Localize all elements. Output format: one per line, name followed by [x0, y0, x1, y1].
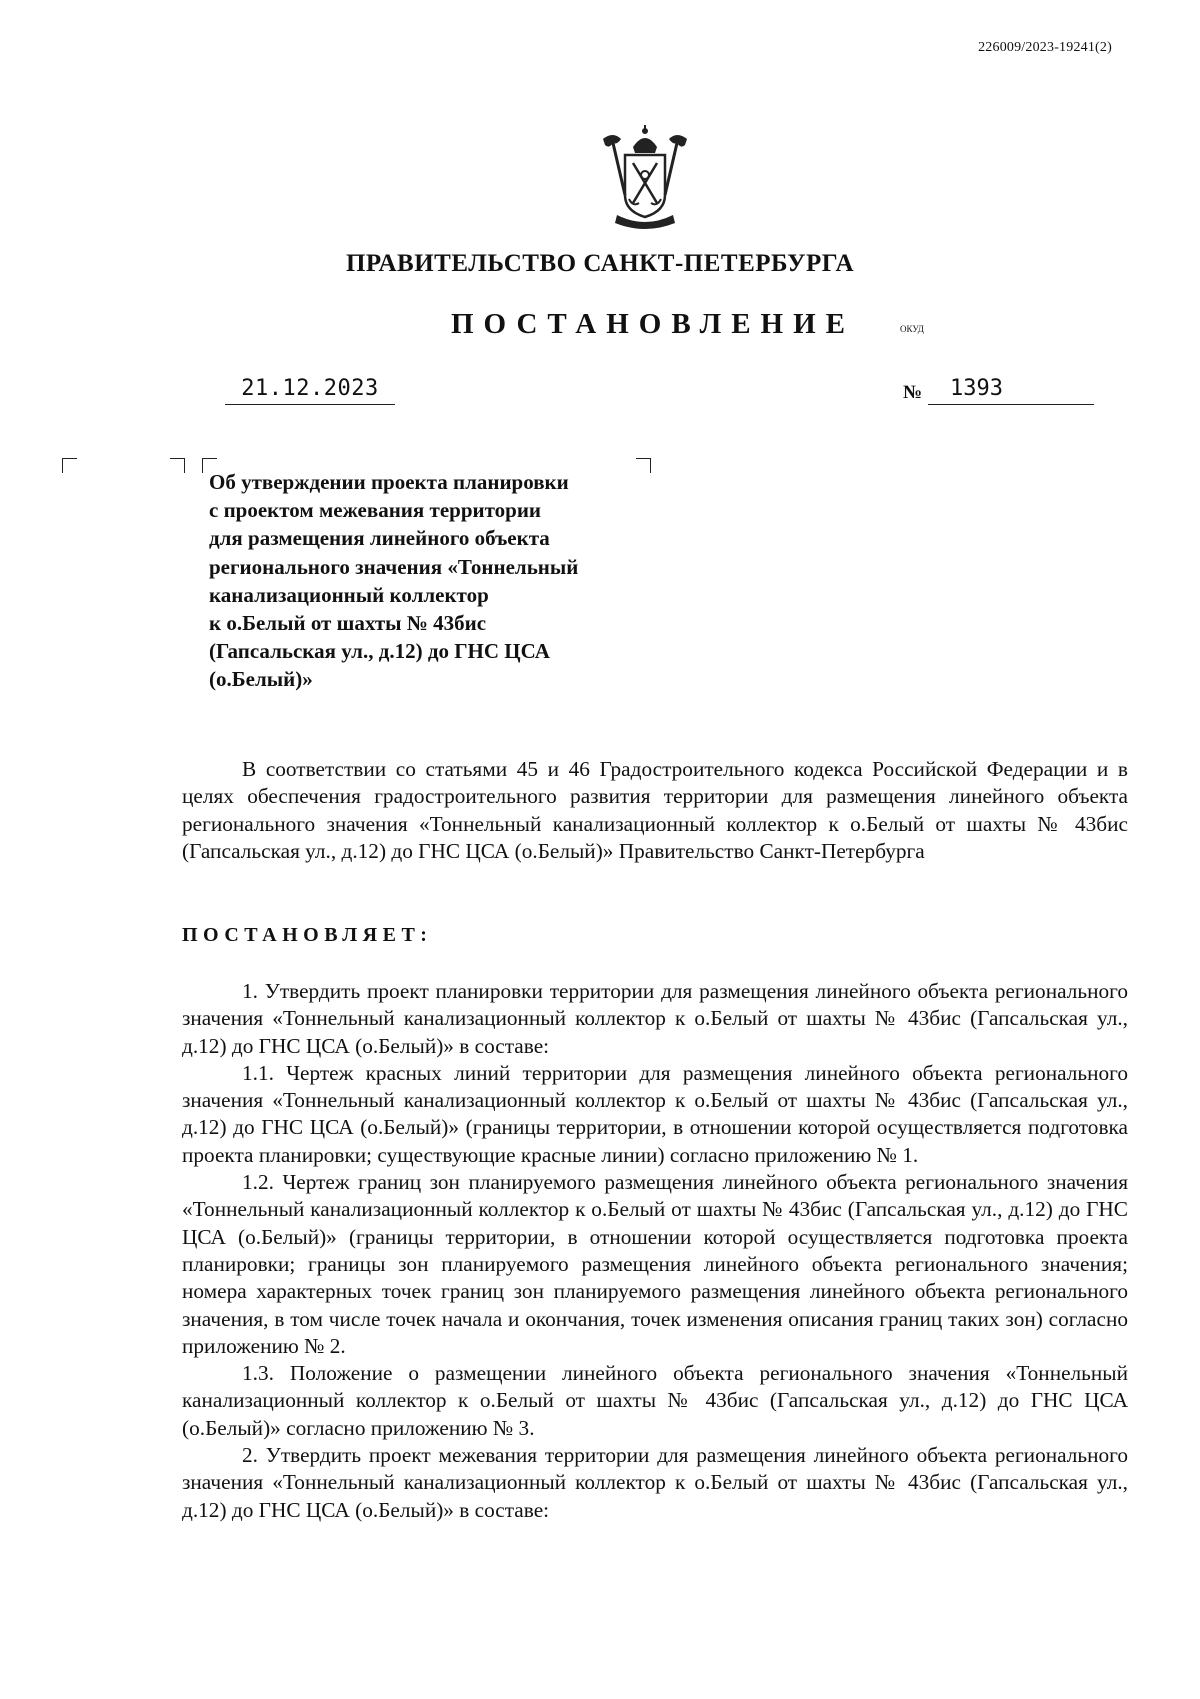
resolves-heading: ПОСТАНОВЛЯЕТ:	[182, 924, 433, 946]
title-line: (о.Белый)»	[209, 667, 313, 692]
organization-name: ПРАВИТЕЛЬСТВО САНКТ-ПЕТЕРБУРГА	[345, 250, 855, 277]
resolution-items	[182, 978, 1128, 1524]
title-line: для размещения линейного объекта	[209, 526, 550, 551]
document-number-field	[928, 374, 1094, 405]
preamble-paragraph: В соответствии со статьями 45 и 46 Градостроительного кодекса Российской Федерации и в целях обеспечения градостроительного развития территории для размещения линейного объекта регионального значения «Тоннельный канализационный коллектор к о.Белый от шахты № 43бис (Гапсальская ул., д.12) до ГНС ЦСА (о.Белый)» Правительство Санкт-Петербурга	[182, 757, 1128, 863]
number-label: №	[903, 382, 923, 403]
title-line: к о.Белый от шахты № 43бис	[209, 611, 487, 636]
title-line: с проектом межевания территории	[209, 498, 542, 523]
document-type: ПОСТАНОВЛЕНИЕ	[451, 308, 856, 340]
preamble-section	[182, 756, 1128, 865]
title-line: канализационный коллектор	[209, 582, 489, 607]
resolution-item-1-1: 1.1. Чертеж красных линий территории для размещения линейного объекта регионального значения «Тоннельный канализационный коллектор к о.Белый от шахты № 43бис (Гапсальская ул., д.12) до ГНС ЦСА (о.Белый)» (границы территории, в отношении которой осуществляется подготовка проекта планировки; существующие красные линии) согласно приложению № 1.	[182, 1060, 1128, 1167]
document-registration-id: 226009/2023-19241(2)	[978, 40, 1112, 55]
resolution-item-2: 2. Утвердить проект межевания территории для размещения линейного объекта регионального значения «Тоннельный канализационный коллектор к о.Белый от шахты № 43бис (Гапсальская ул., д.12) до ГНС ЦСА (о.Белый)» в составе:	[182, 1443, 1128, 1522]
document-title	[209, 468, 649, 694]
title-line: регионального значения «Тоннельный	[209, 554, 579, 579]
resolution-item-1-3: 1.3. Положение о размещении линейного объекта регионального значения «Тоннельный канализационный коллектор к о.Белый от шахты № 43бис (Гапсальская ул., д.12) до ГНС ЦСА (о.Белый)» согласно приложению № 3.	[182, 1361, 1128, 1440]
resolution-item-1: 1. Утвердить проект планировки территории для размещения линейного объекта регионального значения «Тоннельный канализационный коллектор к о.Белый от шахты № 43бис (Гапсальская ул., д.12) до ГНС ЦСА (о.Белый)» в составе:	[182, 979, 1128, 1058]
title-line: Об утверждении проекта планировки	[209, 470, 569, 494]
margin-corner-mark	[170, 458, 185, 473]
title-line: (Гапсальская ул., д.12) до ГНС ЦСА	[209, 639, 550, 664]
document-date: 21.12.2023	[225, 374, 395, 405]
coat-of-arms-icon	[595, 125, 695, 235]
margin-corner-mark	[62, 458, 77, 473]
resolution-item-1-2: 1.2. Чертеж границ зон планируемого размещения линейного объекта регионального значения «Тоннельный канализационный коллектор к о.Белый от шахты № 43бис (Гапсальская ул., д.12) до ГНС ЦСА (о.Белый)» (границы территории, в отношении которой осуществляется подготовка проекта планировки; границы зон планируемого размещения линейного объекта регионального значения; номера характерных точек границ зон планируемого размещения линейного объекта регионального значения, в том числе точек начала и окончания, точек изменения описания границ таких зон) согласно приложению № 2.	[182, 1170, 1128, 1358]
okud-label: ОКУД	[900, 324, 924, 334]
document-number: 1393	[950, 376, 1003, 401]
